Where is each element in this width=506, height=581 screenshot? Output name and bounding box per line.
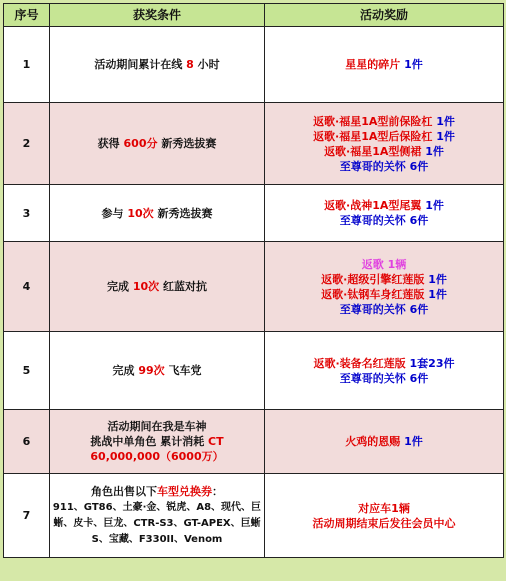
reward-qty: 1件 xyxy=(436,114,455,128)
condition-line xyxy=(52,484,262,499)
row-condition xyxy=(50,242,265,332)
reward-qty: 1件 xyxy=(425,144,444,158)
condition-text: 获得 xyxy=(97,137,120,150)
condition-text: 角色出售以下 xyxy=(91,485,157,498)
row-reward xyxy=(265,27,504,103)
reward-line xyxy=(267,356,501,371)
reward-item: 返歌·福星1A型后保险杠 xyxy=(313,129,433,143)
condition-highlight: 车型兑换券 xyxy=(157,485,212,498)
condition-line xyxy=(52,434,262,449)
condition-text: 新秀选拔赛 xyxy=(161,137,217,150)
table-row xyxy=(4,474,504,558)
header-index: 序号 xyxy=(4,4,50,27)
condition-text: 活动期间累计在线 xyxy=(94,58,183,71)
reward-item: 至尊哥的关怀 xyxy=(339,214,406,227)
reward-item: 至尊哥的关怀 xyxy=(339,302,406,316)
reward-item: 返歌 xyxy=(361,257,384,271)
condition-text: 飞车党 xyxy=(168,364,202,377)
reward-qty: 6件 xyxy=(409,214,429,227)
condition-text: 活动期间在我是车神 xyxy=(107,420,207,433)
condition-text: 小时 xyxy=(197,58,220,71)
condition-text: 完成 xyxy=(112,364,135,377)
row-reward xyxy=(265,185,504,242)
reward-line xyxy=(267,198,501,213)
table-row xyxy=(4,410,504,474)
condition-number: CT xyxy=(208,435,224,448)
table-row xyxy=(4,332,504,410)
row-index: 2 xyxy=(4,103,50,185)
reward-qty: 1套23件 xyxy=(409,356,455,370)
reward-qty: 1件 xyxy=(404,58,423,71)
row-condition xyxy=(50,474,265,558)
row-condition xyxy=(50,103,265,185)
reward-item: 星星的碎片 xyxy=(345,58,401,71)
row-reward xyxy=(265,103,504,185)
reward-item: 火鸡的恩赐 xyxy=(345,435,401,448)
row-reward xyxy=(265,242,504,332)
row-index: 5 xyxy=(4,332,50,410)
reward-line xyxy=(267,434,501,449)
row-reward xyxy=(265,332,504,410)
condition-number: 60,000,000（6000万） xyxy=(90,450,224,463)
reward-qty: 1件 xyxy=(404,435,423,448)
reward-qty: 1辆 xyxy=(387,257,407,271)
header-condition: 获奖条件 xyxy=(50,4,265,27)
reward-item: 返歌·福星1A型前保险杠 xyxy=(313,114,433,128)
row-reward xyxy=(265,410,504,474)
reward-table xyxy=(3,3,504,558)
reward-qty: 6件 xyxy=(409,302,429,316)
reward-item: 返歌·钛钢车身红莲版 xyxy=(321,287,425,301)
row-index: 1 xyxy=(4,27,50,103)
reward-item: 返歌·超级引擎红莲版 xyxy=(321,272,425,286)
reward-qty: 6件 xyxy=(409,371,429,385)
reward-item: 返歌·战神1A型尾翼 xyxy=(324,199,422,212)
reward-line xyxy=(267,272,501,287)
reward-line xyxy=(267,114,501,129)
row-condition xyxy=(50,185,265,242)
reward-line xyxy=(267,159,501,174)
reward-qty: 1件 xyxy=(425,199,444,212)
table-row xyxy=(4,185,504,242)
condition-number: 8 xyxy=(186,58,194,71)
header-row xyxy=(4,4,504,27)
condition-number: 600分 xyxy=(123,137,158,150)
table-row xyxy=(4,242,504,332)
row-condition xyxy=(50,410,265,474)
reward-item: 活动周期结束后发往会员中心 xyxy=(312,516,456,530)
reward-line xyxy=(267,302,501,317)
row-condition xyxy=(50,27,265,103)
reward-item: 至尊哥的关怀 xyxy=(339,371,406,385)
condition-text: 挑战中单角色 累计消耗 xyxy=(90,435,205,448)
row-index: 7 xyxy=(4,474,50,558)
reward-line xyxy=(267,129,501,144)
condition-text: ： xyxy=(212,485,223,498)
reward-qty: 6件 xyxy=(409,159,429,173)
condition-text: 红蓝对抗 xyxy=(163,280,207,293)
reward-qty: 1件 xyxy=(436,129,455,143)
reward-line xyxy=(267,213,501,228)
reward-item: 返歌·装备名红莲版 xyxy=(313,356,406,370)
reward-table-frame xyxy=(3,3,503,578)
header-reward: 活动奖励 xyxy=(265,4,504,27)
condition-number: 99次 xyxy=(138,364,165,377)
condition-number: 10次 xyxy=(132,280,160,293)
car-list: 911、GT86、土豪·金、锐虎、A8、现代、巨蜥、皮卡、巨龙、CTR-S3、GT-APEX、巨蜥S、宝藏、F330II、Venom xyxy=(52,502,262,545)
condition-number: 10次 xyxy=(127,206,154,220)
row-index: 3 xyxy=(4,185,50,242)
row-index: 6 xyxy=(4,410,50,474)
reward-line xyxy=(267,287,501,302)
reward-line xyxy=(267,371,501,386)
condition-text: 完成 xyxy=(107,280,129,293)
reward-item: 对应车1辆 xyxy=(358,501,410,515)
row-index: 4 xyxy=(4,242,50,332)
condition-text: 新秀选拔赛 xyxy=(157,206,213,220)
row-reward xyxy=(265,474,504,558)
table-row xyxy=(4,27,504,103)
reward-qty: 1件 xyxy=(428,287,447,301)
table-row xyxy=(4,103,504,185)
reward-line xyxy=(267,144,501,159)
reward-item: 返歌·福星1A型侧裙 xyxy=(324,144,422,158)
condition-text: 参与 xyxy=(101,206,124,220)
reward-line xyxy=(267,57,501,72)
row-condition xyxy=(50,332,265,410)
reward-qty: 1件 xyxy=(428,272,447,286)
reward-line xyxy=(267,257,501,272)
reward-item: 至尊哥的关怀 xyxy=(339,159,406,173)
